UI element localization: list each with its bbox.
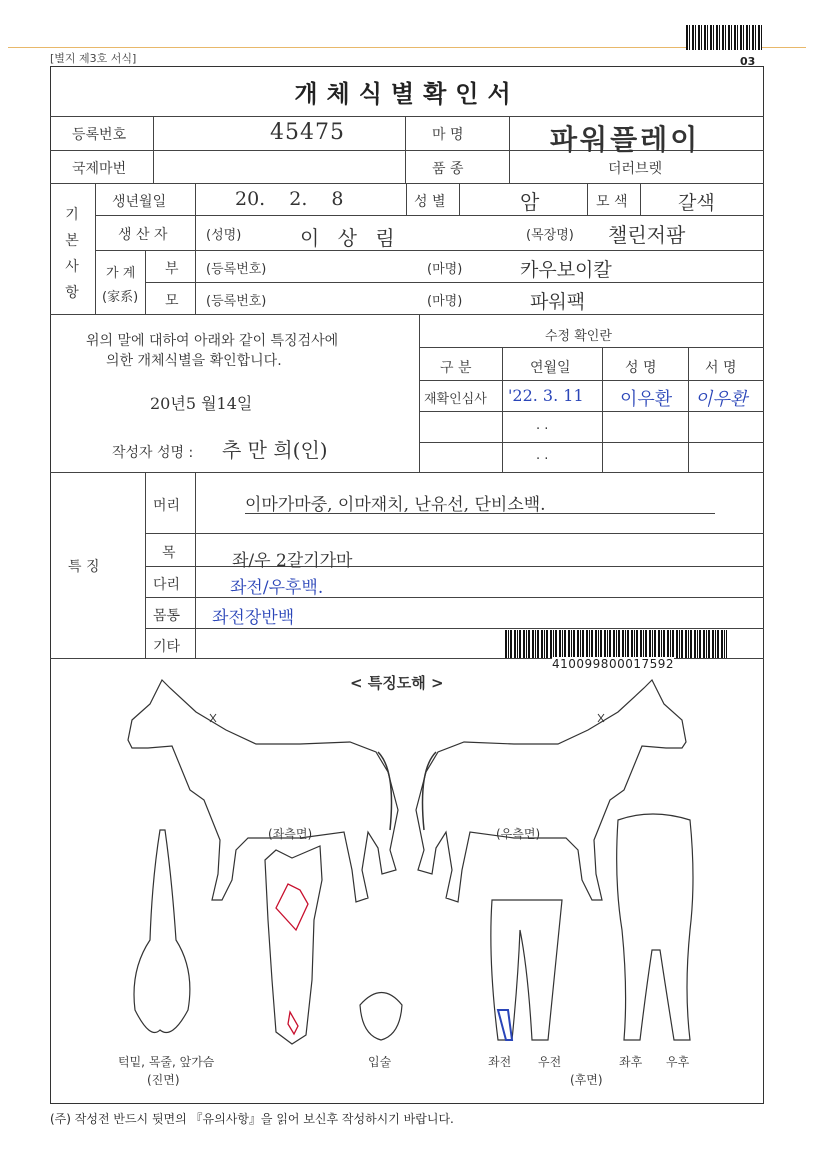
- page-number: 03: [740, 55, 756, 68]
- horse-name-label: 마 명: [432, 127, 464, 143]
- front-view-label: (진면): [147, 1073, 180, 1087]
- left-side-label: (좌측면): [268, 827, 313, 841]
- lips-label: 입술: [368, 1055, 392, 1069]
- right-side-label: (우측면): [496, 827, 541, 841]
- leg-label: 다리: [153, 577, 181, 593]
- dam-label: 모: [165, 293, 179, 309]
- basic-section-label: 기 본 사 항: [65, 207, 79, 301]
- head-label: 머리: [153, 498, 181, 514]
- pedigree-label: 가 계: [106, 266, 136, 281]
- breeder-name: 이 상 림: [300, 226, 395, 250]
- breed-value: 더러브렛: [608, 161, 663, 177]
- breeder-name-sub: (성명): [206, 228, 242, 243]
- rev-row1-date: '22. 3. 11: [508, 386, 584, 405]
- footnote: (주) 작성전 반드시 뒷면의 『유의사항』을 읽어 보신후 작성하시기 바랍니다.: [50, 1112, 454, 1126]
- birth-value: 20. 2. 8: [235, 188, 344, 210]
- sire-label: 부: [165, 261, 179, 277]
- rev-col-type: 구 분: [440, 360, 472, 376]
- body-label: 몸통: [153, 608, 181, 624]
- writer-label: 작성자 성명 :: [112, 445, 194, 461]
- rev-row1-name: 이우환: [620, 389, 673, 410]
- revision-title: 수정 확인란: [545, 329, 612, 344]
- sex-label: 성 별: [414, 194, 446, 210]
- dam-name: 파워팩: [530, 291, 586, 313]
- leg-value: 좌전/우후백.: [230, 578, 324, 598]
- rev-col-date: 연월일: [530, 360, 571, 376]
- neck-value: 좌/우 2갈기가마: [232, 551, 353, 571]
- birth-label: 생년월일: [112, 194, 167, 210]
- neck-chest-label: 턱밑, 목줄, 앞가슴: [118, 1055, 215, 1069]
- rev-row1-sign: 이우환: [695, 389, 748, 410]
- farm-name: 챌린저팜: [608, 223, 686, 247]
- breeder-label: 생 산 자: [118, 227, 168, 243]
- form-label: [별지 제3호 서식]: [50, 52, 137, 65]
- sex-value: 암: [520, 190, 540, 214]
- color-label: 모 색: [596, 194, 628, 210]
- barcode-number: 410099800017592: [552, 657, 675, 671]
- dam-reg-sub: (등록번호): [206, 294, 267, 309]
- rev-col-name: 성 명: [625, 360, 657, 376]
- intl-no-label: 국제마번: [72, 161, 127, 177]
- diagram-title: < 특징도해 >: [350, 674, 444, 692]
- reg-no-label: 등록번호: [72, 127, 127, 143]
- left-hind-label: 좌후: [619, 1055, 643, 1069]
- statement-line1: 위의 말에 대하여 아래와 같이 특징검사에: [86, 333, 339, 349]
- left-front-label: 좌전: [488, 1055, 512, 1069]
- rear-view-label: (후면): [570, 1073, 603, 1087]
- right-front-label: 우전: [538, 1055, 562, 1069]
- pedigree-hanja: (家系): [102, 290, 139, 305]
- rev-col-sign: 서 명: [705, 360, 737, 376]
- reg-no-value: 45475: [270, 120, 345, 145]
- features-section-label: 특 징: [68, 559, 100, 575]
- rev-row2-date: . .: [536, 418, 549, 433]
- confirm-date: 20년5 월14일: [150, 394, 253, 413]
- farm-name-sub: (목장명): [526, 228, 574, 243]
- dam-name-sub: (마명): [427, 294, 463, 309]
- horse-name-value: 파워플레이: [550, 123, 701, 156]
- right-hind-label: 우후: [666, 1055, 690, 1069]
- head-value: 이마가마중, 이마재치, 난유선, 단비소백.: [245, 495, 546, 515]
- neck-label: 목: [162, 545, 176, 561]
- etc-label: 기타: [153, 639, 181, 655]
- body-value: 좌전장반백: [212, 608, 295, 628]
- breed-label: 품 종: [432, 161, 464, 177]
- writer-name: 추 만 희(인): [222, 438, 328, 462]
- statement-line2: 의한 개체식별을 확인합니다.: [106, 353, 282, 369]
- document-title: 개체식별확인서: [294, 80, 520, 108]
- rev-row1-type: 재확인심사: [424, 392, 487, 407]
- sire-reg-sub: (등록번호): [206, 262, 267, 277]
- sire-name: 카우보이칼: [520, 259, 612, 281]
- sire-name-sub: (마명): [427, 262, 463, 277]
- color-value: 갈색: [678, 192, 715, 214]
- rev-row3-date: . .: [536, 448, 549, 463]
